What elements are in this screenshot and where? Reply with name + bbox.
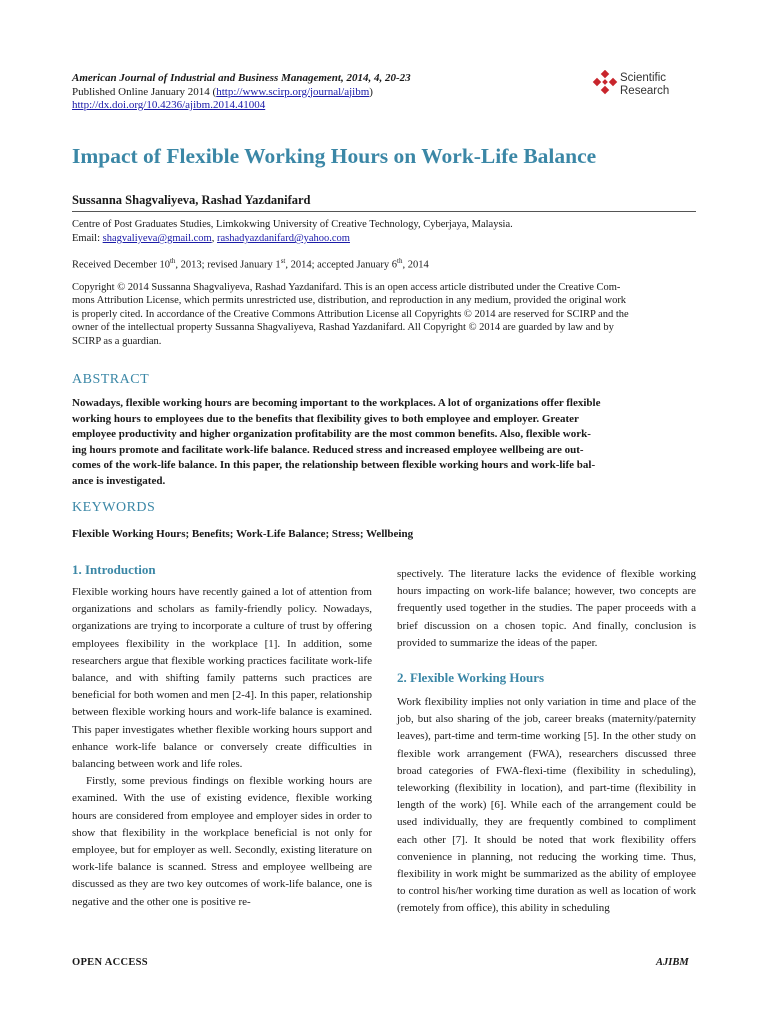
received-text-c: , 2014; accepted January 6 — [285, 259, 398, 271]
copyright-line: owner of the intellectual property Sussanna Shagvaliyeva, Rashad Yazdanifard. All Copyright © 2014 are guarded by law and by — [72, 322, 614, 334]
abstract-body — [72, 396, 696, 490]
paper-title: Impact of Flexible Working Hours on Work-Life Balance — [72, 144, 597, 168]
abstract-heading: ABSTRACT — [72, 372, 150, 387]
published-suffix: ) — [369, 85, 373, 98]
email-separator: , — [211, 233, 217, 244]
received-sup-c: th — [397, 257, 403, 265]
logo-line-2: Research — [620, 85, 670, 97]
received-sup-b: st — [280, 257, 286, 265]
intro-paragraph-2: Firstly, some previous findings on flexible working hours are examined. With the use of existing evidence, flexible working hours are considered from employee and employer sides in order to show that flexibility in the workplace beneficial is not only for employee, but for employer as well. Secondly, existing literature on work-life balance is scanned. Stress and employee wellbeing are discussed as they are two key outcomes of work-life balance, one is negative and the other one is positive re- — [72, 775, 372, 908]
right-column-bottom — [397, 694, 696, 918]
received-dates — [72, 257, 429, 271]
intro-continuation-paragraph: spectively. The literature lacks the evidence of flexible working hours impacting on work-life balance; however, two concepts are frequently used together in the studies. The paper proceeds with a brief discussion on a chosen topic. And finally, conclusion is provided to summarize the ideas of the paper. — [397, 568, 696, 649]
journal-details: , 2014, 4, 20-23 — [340, 72, 411, 84]
received-sup-a: th — [169, 257, 176, 265]
intro-paragraph-1: Flexible working hours have recently gained a lot of attention from organizations and scholars as family-friendly policy. Nowadays, organizations are trying to incorporate a culture of trust by offering employees flexibility in the workplace [1]. In addition, some researchers argue that flexible working practices facilitate work-life balance, and with shifting family patterns such practices are beneficial for both women and men [2-4]. In this paper, relationship between flexible working hours and work-life balance is examined. This paper investigates whether flexible working hours support and enhance work-life balance or conversely create difficulties in balancing between work and life roles. — [72, 586, 372, 771]
open-access-footer: OPEN ACCESS — [72, 957, 148, 968]
journal-abbrev-footer: AJIBM — [656, 957, 689, 968]
received-text-d: , 2014 — [402, 259, 429, 271]
email-label: Email: — [72, 233, 103, 244]
scirp-logo-icon — [592, 70, 618, 96]
journal-url-link[interactable]: http://www.scirp.org/journal/ajibm — [216, 85, 370, 98]
abstract-line: ing hours promote and facilitate work-life balance. Reduced stress and increased employee wellbeing are out- — [72, 443, 584, 456]
introduction-heading: 1. Introduction — [72, 562, 156, 577]
abstract-line: Nowadays, flexible working hours are becoming important to the workplaces. A lot of organizations offer flexible — [72, 397, 601, 409]
affiliation-block — [72, 218, 696, 246]
affiliation: Centre of Post Graduates Studies, Limkokwing University of Creative Technology, Cyberjaya, Malaysia. — [72, 219, 513, 230]
abstract-line: ance is investigated. — [72, 474, 166, 487]
journal-name: American Journal of Industrial and Business Management — [72, 72, 341, 84]
fwh-paragraph-1: Work flexibility implies not only variation in time and place of the job, but also sharing of the job, career breaks (maternity/paternity leaves), part-time and term-time working [5]. In the other study on flexible work arrangement (FWA), researchers discussed three broad categories of FWA-flexi-time (flexibility in scheduling), teleworking (flexibility in location), and part-time (flexibility in length of the work) [6]. While each of the arrangement could be used individually, they are frequently combined to compliment each other [7]. It should be noted that work flexibility offers convenience in planning, not reducing the working time. Thus, flexibility in work might be summarized as the ability of employee to control his/her working time duration as well as location of work (remotely from office), this ability in scheduling — [397, 696, 696, 915]
keywords-heading: KEYWORDS — [72, 500, 156, 515]
journal-header — [72, 72, 411, 113]
copyright-line: mons Attribution License, which permits unrestricted use, distribution, and reproduction in any medium, provided the original work — [72, 295, 627, 307]
abstract-line: employee productivity and higher organization profitability are the most common benefits. Also, flexible work- — [72, 428, 591, 441]
authors: Sussanna Shagvaliyeva, Rashad Yazdanifard — [72, 193, 311, 207]
copyright-notice — [72, 281, 696, 348]
keywords-list: Flexible Working Hours; Benefits; Work-Life Balance; Stress; Wellbeing — [72, 528, 414, 540]
copyright-line: Copyright © 2014 Sussanna Shagvaliyeva, Rashad Yazdanifard. This is an open access article distributed under the Creative Com- — [72, 282, 621, 293]
email-link-1[interactable]: shagvaliyeva@gmail.com — [102, 233, 212, 244]
left-column — [72, 584, 372, 911]
scientific-research-logo — [592, 70, 702, 100]
logo-line-1: Scientific — [620, 72, 667, 84]
title-divider — [72, 211, 696, 212]
received-text-b: , 2013; revised January 1 — [175, 259, 281, 271]
copyright-line: is properly cited. In accordance of the Creative Commons Attribution License all Copyrights © 2014 are reserved for SCIRP and the — [72, 308, 629, 320]
received-text-a: Received December 10 — [72, 259, 170, 271]
flexible-working-hours-heading: 2. Flexible Working Hours — [397, 670, 545, 685]
doi-link[interactable]: http://dx.doi.org/10.4236/ajibm.2014.41004 — [72, 99, 266, 111]
right-column-top — [397, 566, 696, 652]
published-prefix: Published Online January 2014 ( — [72, 85, 217, 98]
email-link-2[interactable]: rashadyazdanifard@yahoo.com — [216, 233, 350, 244]
copyright-line: SCIRP as a guardian. — [72, 335, 162, 347]
abstract-line: comes of the work-life balance. In this paper, the relationship between flexible working hours and work-life bal- — [72, 459, 596, 472]
abstract-line: working hours to employees due to the benefits that flexibility gives to both employee and employer. Greater — [72, 412, 579, 425]
